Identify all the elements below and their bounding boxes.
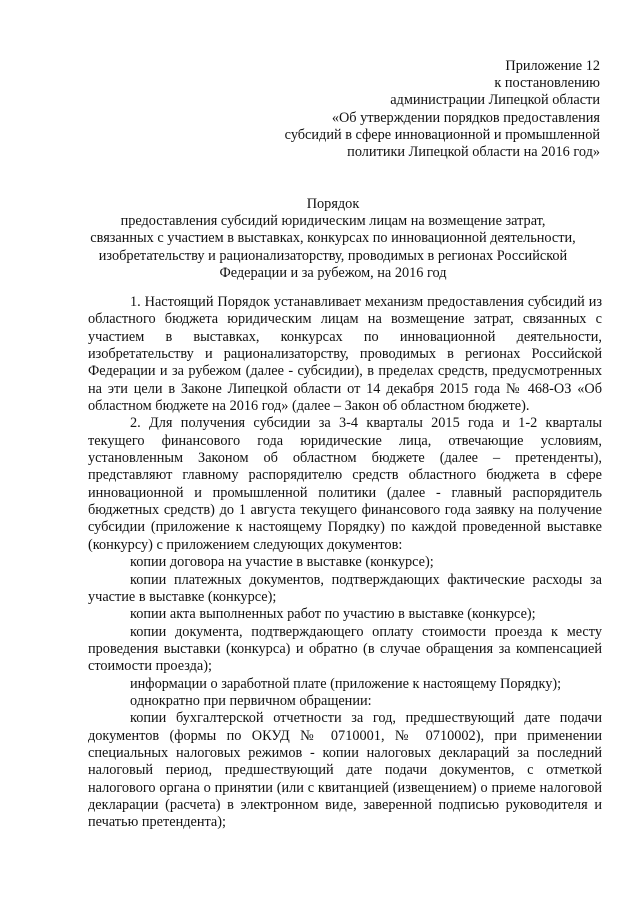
- document-body: [88, 294, 602, 832]
- paragraph: копии платежных документов, подтверждающих фактические расходы за участие в выставке (конкурсе);: [88, 571, 602, 605]
- appendix-line: к постановлению: [494, 75, 600, 92]
- paragraph: копии бухгалтерской отчетности за год, предшествующий дате подачи документов (формы по ОКУД № 0710001, № 0710002), при применении специальных налоговых режимов - копии налоговых деклараций за последний налоговый период, предшествующий дате подачи документов, с отметкой налогового органа о принятии (или с квитанцией (извещением) о приеме налоговой декларации (расчета) в электронном виде, заверенной подписью руководителя и печатью претендента);: [88, 710, 602, 831]
- paragraph: копии договора на участие в выставке (конкурсе);: [130, 554, 434, 571]
- paragraph: 2. Для получения субсидии за 3-4 кварталы 2015 года и 1-2 кварталы текущего финансового года юридические лица, отвечающие условиям, установленным Законом об областном бюджете (далее – претенденты), представляют главному распорядителю средств областного бюджета в сфере инновационной и промышленной политики (далее - главный распорядитель бюджетных средств) до 1 августа текущего финансового года заявку на получение субсидии (приложение к настоящему Порядку) по каждой проведенной выставке (конкурсу) с приложением следующих документов:: [88, 415, 602, 553]
- title-heading: Порядок: [306, 196, 360, 212]
- appendix-line: администрации Липецкой области: [390, 92, 600, 109]
- appendix-line: субсидий в сфере инновационной и промышленной: [284, 126, 600, 143]
- appendix-number: Приложение 12: [505, 58, 600, 74]
- appendix-line: политики Липецкой области на 2016 год»: [347, 144, 600, 161]
- appendix-line: «Об утверждении порядков предоставления: [331, 109, 600, 126]
- appendix-header: [220, 58, 600, 161]
- paragraph: копии документа, подтверждающего оплату стоимости проезда к месту проведения выставки (конкурса) и обратно (в случае обращения за компенсацией стоимости проезда);: [88, 623, 602, 675]
- document-title: [88, 196, 578, 282]
- paragraph: однократно при первичном обращении:: [130, 692, 372, 709]
- paragraph: 1. Настоящий Порядок устанавливает механизм предоставления субсидий из областного бюджета юридическим лицам на возмещение затрат, связанных с участием в выставках, конкурсах по инновационной деятельности, изобретательству и рационализаторству, проводимых в регионах Российской Федерации и за рубежом (далее - субсидии), в пределах средств, предусмотренных на эти цели в Законе Липецкой области от 14 декабря 2015 года № 468-ОЗ «Об областном бюджете на 2016 год» (далее – Закон об областном бюджете).: [88, 294, 602, 415]
- paragraph: копии акта выполненных работ по участию в выставке (конкурсе);: [130, 606, 536, 623]
- title-subtitle: предоставления субсидий юридическим лицам на возмещение затрат, связанных с участием в выставках, конкурсах по инновационной деятельности, изобретательству и рационализаторству, проводимых в регионах Российской Федерации и за рубежом, на 2016 год: [90, 213, 576, 281]
- paragraph: информации о заработной плате (приложение к настоящему Порядку);: [130, 675, 562, 692]
